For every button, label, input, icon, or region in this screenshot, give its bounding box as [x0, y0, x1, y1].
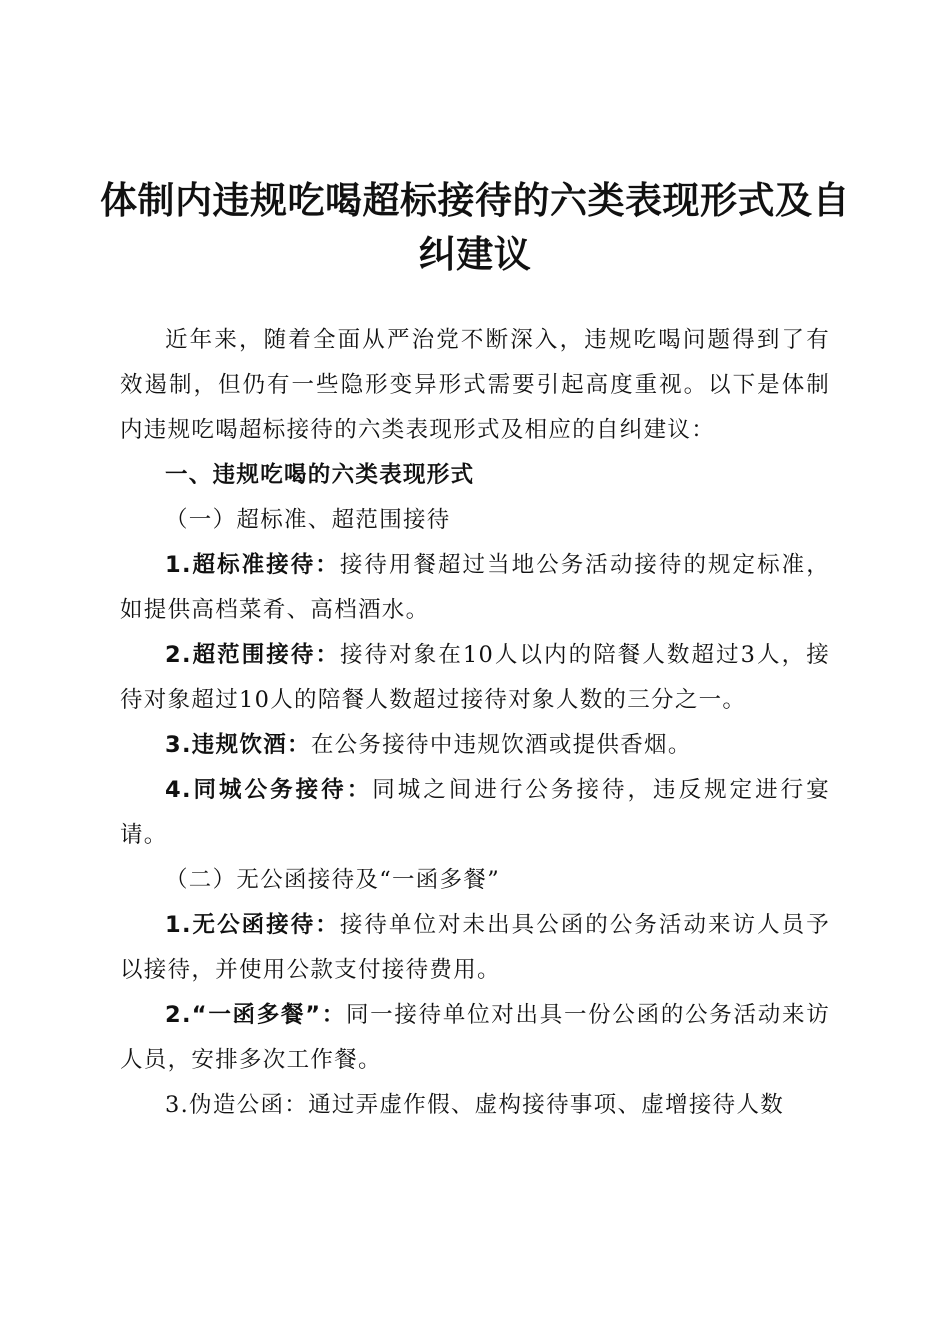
item-text: 接待对象在10人以内的陪餐人数超过3人，接待对象超过10人的陪餐人数超过接待对象人数的三分之一。 — [120, 642, 830, 713]
list-item — [120, 903, 830, 993]
item-label: 2.超范围接待： — [165, 642, 341, 668]
item-text: 同城之间进行公务接待，违反规定进行宴请。 — [120, 777, 831, 848]
item-label: 1.超标准接待： — [165, 552, 340, 578]
list-item — [120, 723, 830, 768]
document-body — [120, 318, 830, 1128]
subsection-heading: （一）超标准、超范围接待 — [165, 507, 451, 533]
item-text: 同一接待单位对出具一份公函的公务活动来访人员，安排多次工作餐。 — [120, 1002, 830, 1073]
item-text: 接待单位对未出具公函的公务活动来访人员予以接待，并使用公款支付接待费用。 — [120, 912, 830, 983]
item-label: 4.同城公务接待： — [165, 777, 373, 803]
item-label: 2.“一函多餐”： — [165, 1002, 346, 1028]
list-item — [120, 633, 830, 723]
list-item — [120, 543, 830, 633]
item-text: 接待用餐超过当地公务活动接待的规定标准，如提供高档菜肴、高档酒水。 — [120, 552, 830, 623]
list-item — [120, 993, 830, 1083]
subsection-heading: （二）无公函接待及“一函多餐” — [165, 867, 501, 893]
section-heading: 一、违规吃喝的六类表现形式 — [165, 462, 475, 488]
item-label: 1.无公函接待： — [165, 912, 340, 938]
intro-paragraph: 近年来，随着全面从严治党不断深入，违规吃喝问题得到了有效遏制，但仍有一些隐形变异形式需要引起高度重视。以下是体制内违规吃喝超标接待的六类表现形式及相应的自纠建议： — [120, 327, 830, 443]
item-text: 在公务接待中违规饮酒或提供香烟。 — [310, 732, 692, 758]
item-label: 3.违规饮酒： — [165, 732, 311, 758]
list-item — [120, 768, 830, 858]
list-item-partial: 3.伪造公函：通过弄虚作假、虚构接待事项、虚增接待人数 — [165, 1092, 785, 1118]
document-title: 体制内违规吃喝超标接待的六类表现形式及自纠建议 — [100, 179, 850, 276]
